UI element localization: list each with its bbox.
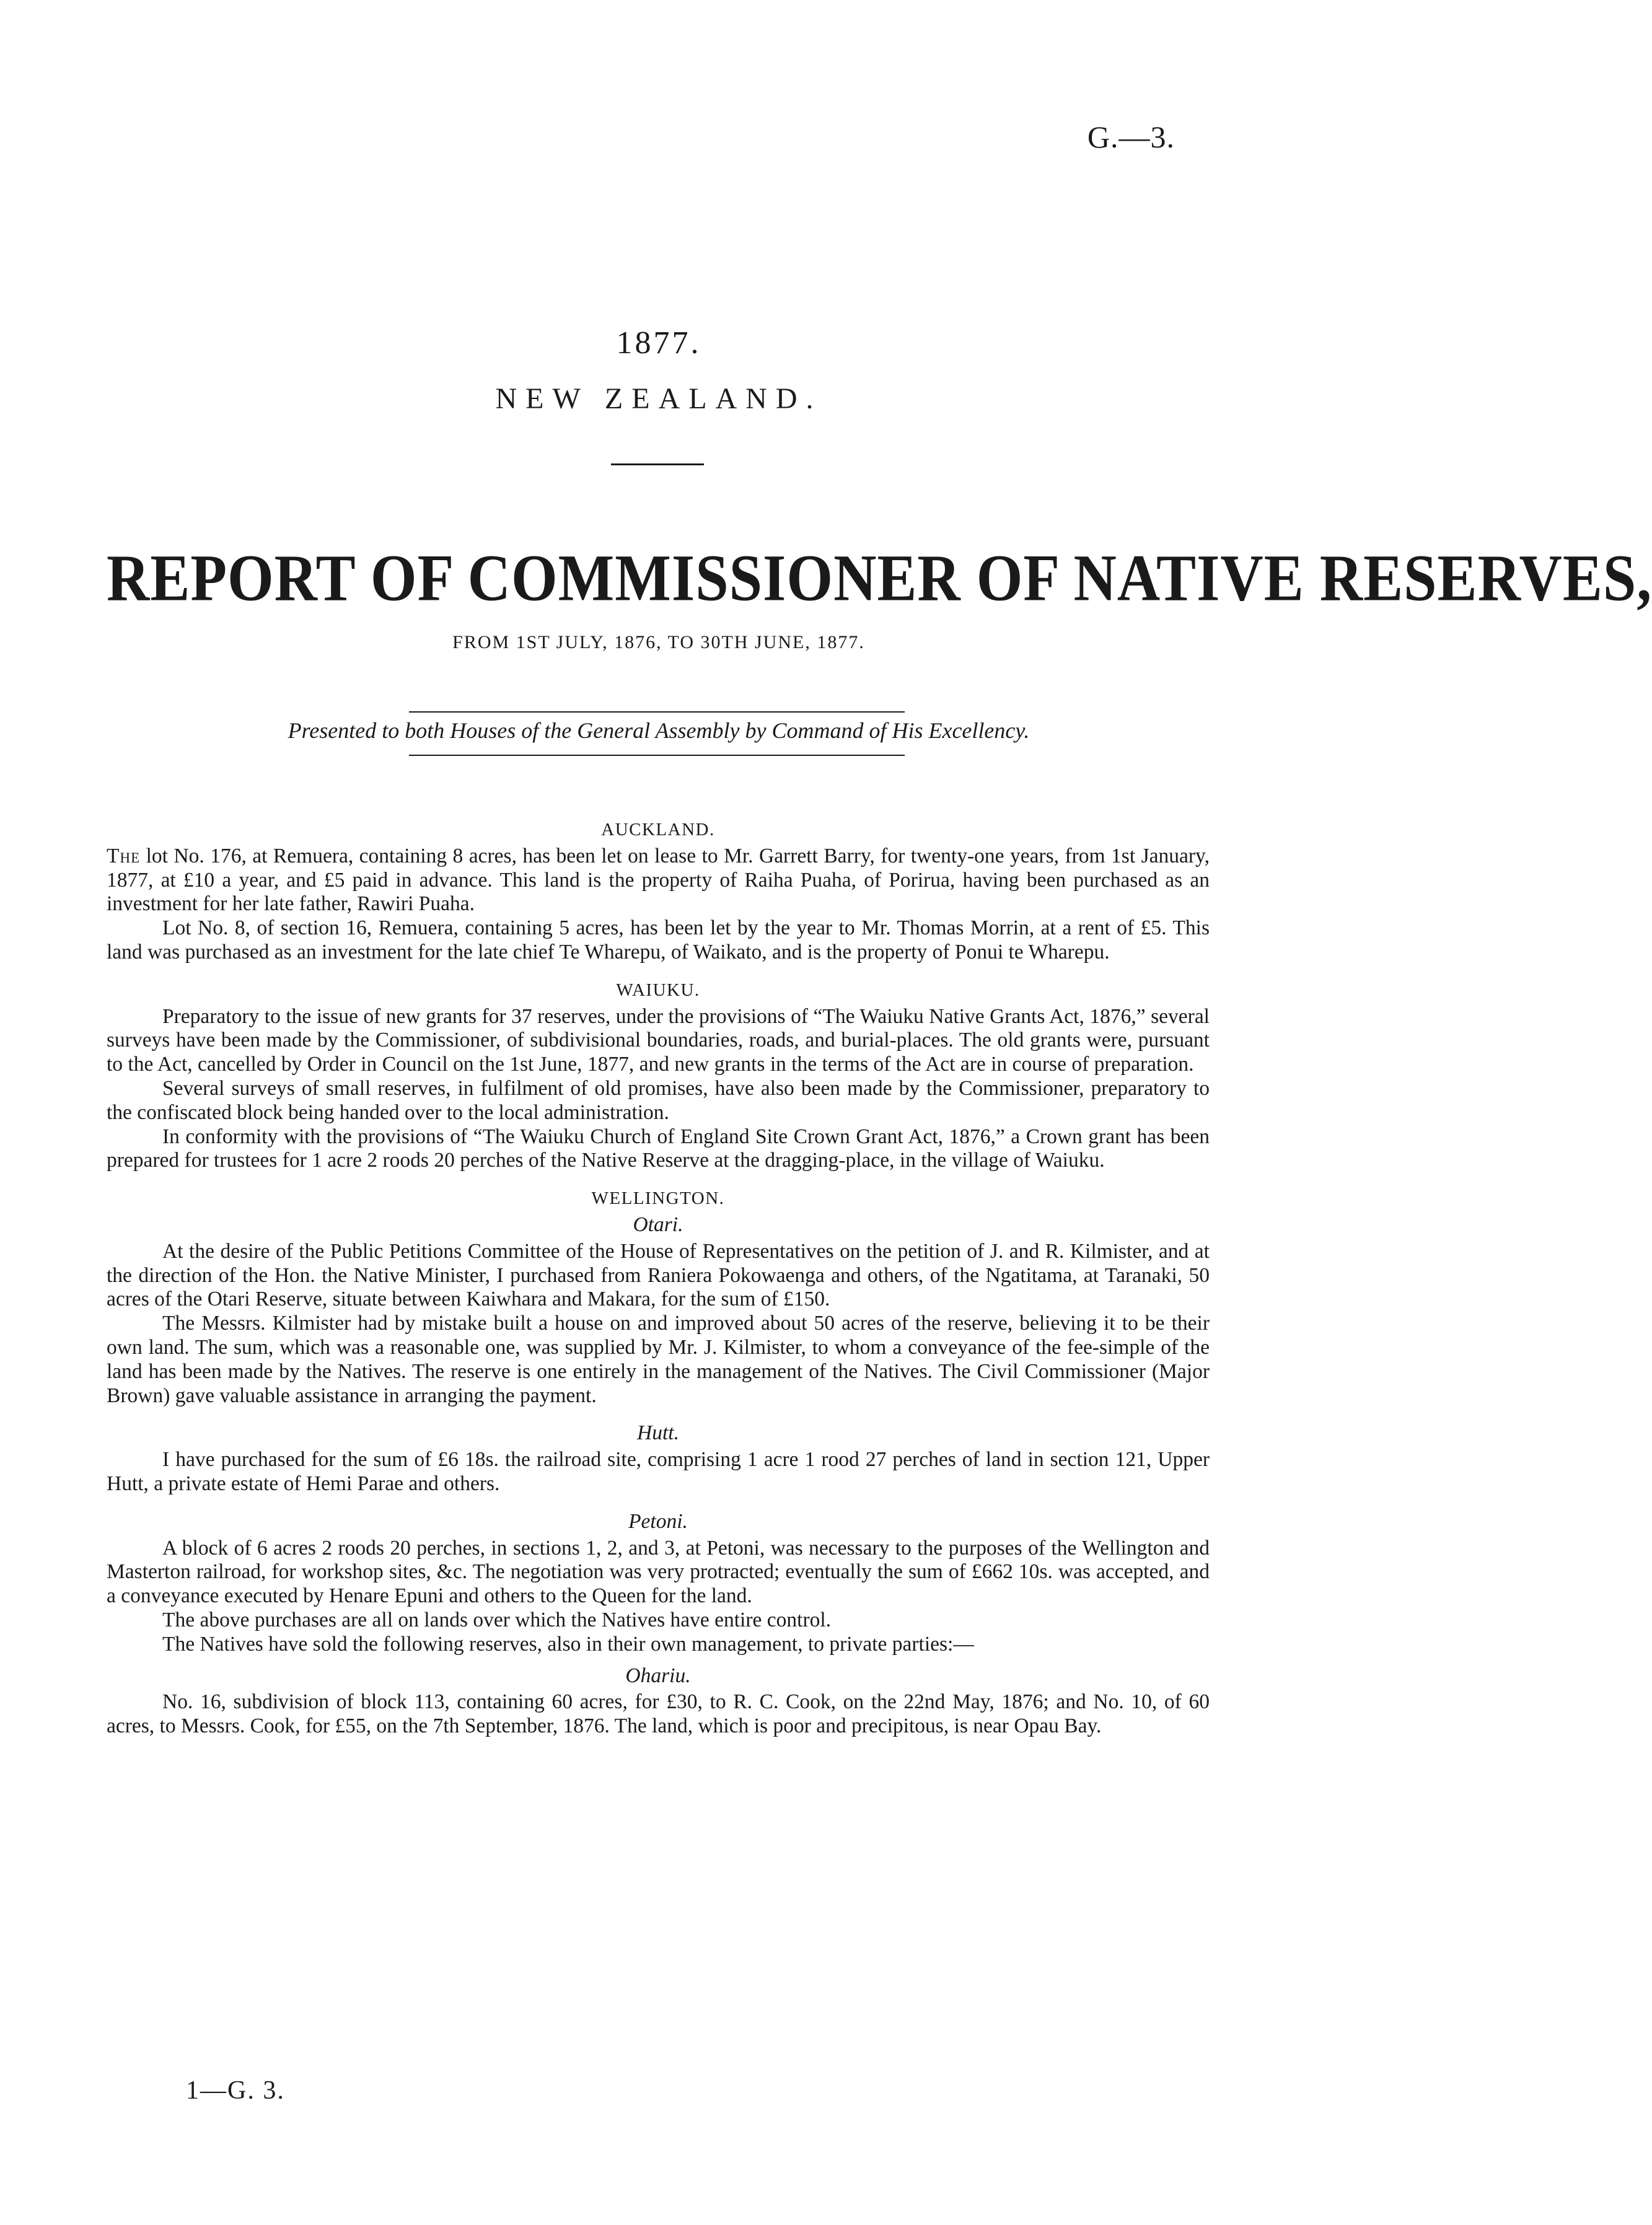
petoni-paragraph-2: The above purchases are all on lands over which the Natives have entire control.	[162, 1608, 832, 1631]
report-body	[107, 818, 1210, 1739]
page-signature: 1—G. 3.	[186, 2076, 285, 2105]
waiuku-paragraph-3: In conformity with the provisions of “The Waiuku Church of England Site Crown Grant Act, 1876,” a Crown grant has been prepared for trustees for 1 acre 2 roods 20 perches of the Native Reserve at the dragging-place, in the village of Waiuku.	[107, 1125, 1210, 1172]
country-heading: NEW ZEALAND.	[495, 382, 822, 415]
document-reference: G.—3.	[1087, 120, 1175, 154]
auckland-paragraph-1	[107, 845, 1210, 916]
subheading-otari: Otari.	[633, 1213, 683, 1236]
presented-rule-top	[409, 711, 905, 713]
year-heading: 1877.	[616, 325, 701, 361]
presented-rule-bottom	[409, 755, 905, 756]
subheading-hutt: Hutt.	[637, 1421, 679, 1445]
auckland-paragraph-2: Lot No. 8, of section 16, Remuera, containing 5 acres, has been let by the year to Mr. Thomas Morrin, at a rent of £5. This land was purchased as an investment for the late chief Te Wharepu, of Waikato, and is the property of Ponui te Wharepu.	[107, 916, 1210, 963]
section-heading-waiuku: WAIUKU.	[616, 980, 700, 1000]
hutt-paragraph-1: I have purchased for the sum of £6 18s. the railroad site, comprising 1 acre 1 rood 27 perches of land in section 121, Upper Hutt, a private estate of Hemi Parae and others.	[107, 1448, 1210, 1495]
auckland-paragraph-1-text: lot No. 176, at Remuera, containing 8 acres, has been let on lease to Mr. Garrett Barry, for twenty-one years, from 1st January, 1877, at £10 a year, and £5 paid in advance. This land is the property of Raiha Puaha, of Porirua, having been purchased as an investment for her late father, Rawiri Puaha.	[107, 844, 1210, 916]
section-heading-auckland: AUCKLAND.	[601, 820, 715, 840]
petoni-paragraph-3: The Natives have sold the following reserves, also in their own management, to private parties:—	[162, 1632, 974, 1656]
subheading-ohariu: Ohariu.	[625, 1664, 691, 1687]
otari-paragraph-1: At the desire of the Public Petitions Committee of the House of Representatives on the petition of J. and R. Kilmister, and at the direction of the Hon. the Native Minister, I purchased from Raniera Pokowaenga and others, of the Ngatitama, at Taranaki, 50 acres of the Otari Reserve, situate between Kaiwhara and Makara, for the sum of £150.	[107, 1239, 1210, 1311]
ohariu-paragraph-1: No. 16, subdivision of block 113, containing 60 acres, for £30, to R. C. Cook, on the 22nd May, 1876; and No. 10, of 60 acres, to Messrs. Cook, for £55, on the 7th September, 1876. The land, which is poor and precipitous, is near Opau Bay.	[107, 1690, 1210, 1738]
presented-line: Presented to both Houses of the General Assembly by Command of His Excellency.	[288, 718, 1030, 743]
report-date-range: FROM 1ST JULY, 1876, TO 30TH JUNE, 1877.	[452, 632, 865, 652]
petoni-paragraph-1: A block of 6 acres 2 roods 20 perches, in sections 1, 2, and 3, at Petoni, was necessary to the purposes of the Wellington and Masterton railroad, for workshop sites, &c. The negotiation was very protracted; eventually the sum of £662 10s. was accepted, and a conveyance executed by Henare Epuni and others to the Queen for the land.	[107, 1536, 1210, 1608]
divider-rule	[611, 463, 704, 465]
waiuku-paragraph-1: Preparatory to the issue of new grants for 37 reserves, under the provisions of “The Waiuku Native Grants Act, 1876,” several surveys have been made by the Commissioner, of subdivisional boundaries, roads, and burial-places. The old grants were, pursuant to the Act, cancelled by Order in Council on the 1st June, 1877, and new grants in the terms of the Act are in course of preparation.	[107, 1004, 1210, 1076]
waiuku-paragraph-2: Several surveys of small reserves, in fulfilment of old promises, have also been made by the Commissioner, preparatory to the confiscated block being handed over to the local administration.	[107, 1076, 1210, 1124]
section-heading-wellington: WELLINGTON.	[591, 1188, 725, 1209]
subheading-petoni: Petoni.	[628, 1509, 688, 1533]
auckland-lead-word: The	[107, 844, 141, 867]
otari-paragraph-2: The Messrs. Kilmister had by mistake built a house on and improved about 50 acres of the reserve, believing it to be their own land. The sum, which was a reasonable one, was supplied by Mr. J. Kilmister, to whom a conveyance of the fee-simple of the land has been made by the Natives. The reserve is one entirely in the management of the Natives. The Civil Commissioner (Major Brown) gave valuable assistance in arranging the payment.	[107, 1312, 1210, 1407]
report-title: REPORT OF COMMISSIONER OF NATIVE RESERVES,	[107, 540, 1652, 615]
